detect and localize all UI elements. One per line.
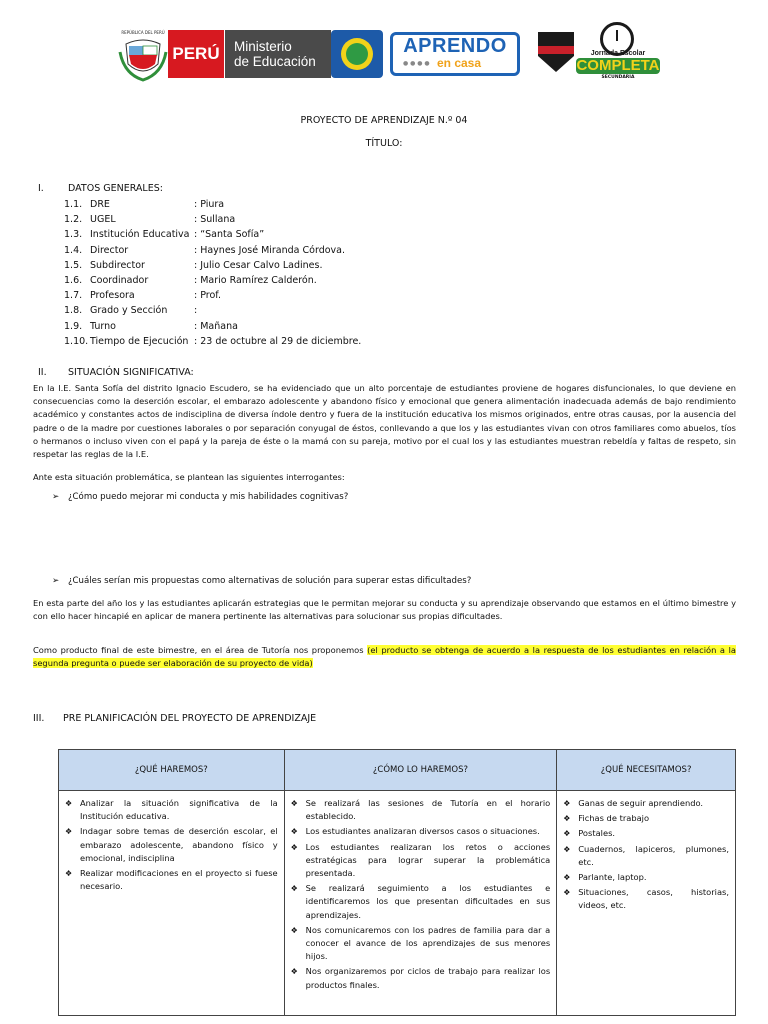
- diamond-bullet-icon: ❖: [563, 829, 571, 839]
- list-item: ❖ Fichas de trabajo: [561, 812, 729, 825]
- list-item: ❖ Parlante, laptop.: [561, 871, 729, 884]
- list-item: 1.1. DRE : Piura: [64, 199, 225, 210]
- section-number: II.: [38, 367, 47, 378]
- completa-top-text: Jornada Escolar: [590, 50, 646, 57]
- completa-sub-text: SECUNDARIA: [601, 75, 635, 80]
- crest-icon: [118, 34, 168, 84]
- section-number: I.: [38, 183, 44, 194]
- list-item: ❖ Postales.: [561, 827, 729, 840]
- product-paragraph: [33, 644, 736, 670]
- list-item: ❖ Analizar la situación significativa de la Institución educativa.: [65, 798, 278, 822]
- preplanificacion-table: [58, 749, 736, 1016]
- question-2: ➢ ¿Cuáles serían mis propuestas como alternativas de solución para superar estas dificultades?: [52, 576, 472, 586]
- diamond-bullet-icon: ❖: [563, 799, 571, 808]
- datos-generales-list: [64, 197, 361, 349]
- situacion-paragraph: En la I.E. Santa Sofía del distrito Ignacio Escudero, se ha evidenciado que un alto porcentaje de estudiantes proviene de hogares disfuncionales, lo que deviene en consecuencias como la deserción escolar, el embarazo adolescente y abandono físico y emocional que genera alimentación inadecuada además de bajo rendimiento académico y constantes actos de indisciplina de diversa índole dentro y fuera de la institución educativa los mismos originados, entre otras causas, por la ausencia del padre o de la madre por cuestiones laborales o por separación conyugal de éstos, conllevando a que los y las estudiantes vivan con otros familiares como abuelos, tíos o hermanos o incluso viven con el papá y la pareja de éste o la mamá con su pareja, motivo por el cual los y las estudiantes muestran rebeldía y faltas de respeto, sin respetar las reglas de la I.E.: [33, 383, 736, 460]
- school-shield-logo: [538, 32, 574, 72]
- strategy-paragraph: En esta parte del año los y las estudiantes aplicarán estrategias que le permitan mejorar su conducta y su aprendizaje observando que estamos en el último bimestre y con ello hacer hincapié en aplicar de manera pertinente las alternativas para solucionar sus propias dificultades.: [33, 598, 736, 622]
- section-number: III.: [33, 713, 45, 724]
- completa-big-text: COMPLETA: [576, 57, 660, 74]
- peru-logo: PERÚ: [168, 30, 224, 78]
- list-item: ❖ Los estudiantes analizaran diversos casos o situaciones.: [289, 825, 551, 838]
- list-item: ❖ Ganas de seguir aprendiendo.: [561, 797, 729, 810]
- list-item: 1.10. Tiempo de Ejecución : 23 de octubre al 29 de diciembre.: [64, 335, 362, 347]
- aprendo-text: APRENDO: [403, 35, 507, 57]
- diamond-bullet-icon: ❖: [290, 799, 298, 808]
- diamond-bullet-icon: ❖: [290, 925, 298, 935]
- diamond-bullet-icon: ❖: [65, 869, 73, 879]
- section-datos-generales-title: [38, 183, 163, 194]
- interrogantes-intro: Ante esta situación problemática, se plantean las siguientes interrogantes:: [33, 472, 345, 482]
- document-title: PROYECTO DE APRENDIZAJE N.º 04: [300, 115, 468, 126]
- list-item: 1.7. Profesora : Prof.: [64, 290, 221, 302]
- header-como-lo-haremos: ¿CÓMO LO HAREMOS?: [284, 750, 557, 791]
- diamond-bullet-icon: ❖: [290, 884, 298, 894]
- arrow-bullet-icon: ➢: [52, 492, 60, 502]
- diamond-bullet-icon: ❖: [65, 827, 73, 837]
- list-item: 1.9. Turno : Mañana: [64, 320, 238, 332]
- diamond-bullet-icon: ❖: [563, 844, 571, 854]
- list-item: 1.3. Institución Educativa : “Santa Sofía”: [64, 229, 265, 241]
- en-casa-text: en casa: [437, 56, 482, 70]
- section-heading: SITUACIÓN SIGNIFICATIVA:: [68, 367, 194, 378]
- cell-como-lo-haremos: [284, 791, 557, 1016]
- ministerio-line2: de Educación: [234, 54, 316, 69]
- list-item: 1.2. UGEL : Sullana: [64, 214, 236, 226]
- list-item: ❖ Indagar sobre temas de deserción escolar, el embarazo adolescente, abandono físico y emocional, indisciplina: [65, 826, 278, 863]
- peru-crest-logo: [118, 30, 168, 80]
- section-situacion-title: [38, 367, 194, 378]
- list-item: ❖ Nos organizaremos por ciclos de trabajo para realizar los productos finales.: [290, 966, 551, 990]
- diamond-bullet-icon: ❖: [65, 799, 73, 808]
- school-emblem-logo: [331, 30, 383, 78]
- list-item: ❖ Se realizará seguimiento a los estudiantes e identificaremos los que presentan dificultades en sus aprendizajes.: [290, 883, 551, 920]
- list-item: ❖ Nos comunicaremos con los padres de familia para dar a conocer el avance de los aprendizajes de sus menores hijos.: [290, 924, 551, 962]
- header-que-haremos: ¿QUÉ HAREMOS?: [59, 750, 285, 791]
- diamond-bullet-icon: ❖: [563, 888, 571, 898]
- table-header-row: [59, 750, 736, 791]
- ministerio-logo: [225, 30, 331, 78]
- question-1: ➢ ¿Cómo puedo mejorar mi conducta y mis habilidades cognitivas?: [52, 492, 349, 502]
- list-item: ❖ Realizar modificaciones en el proyecto si fuese necesario.: [65, 868, 278, 892]
- diamond-bullet-icon: ❖: [290, 842, 298, 852]
- diamond-bullet-icon: ❖: [563, 873, 571, 883]
- header-logos: [118, 22, 663, 82]
- cell-que-haremos: [59, 791, 285, 1016]
- list-item: ❖ Situaciones, casos, historias, videos, etc.: [563, 887, 729, 911]
- ministerio-line1: Ministerio: [234, 39, 292, 54]
- section-heading: DATOS GENERALES:: [68, 183, 163, 194]
- cell-que-necesitamos: [557, 791, 736, 1016]
- list-item: 1.8. Grado y Sección :: [64, 305, 198, 317]
- list-item: ❖ Cuadernos, lapiceros, plumones, etc.: [563, 843, 729, 867]
- product-intro: Como producto final de este bimestre, en el área de Tutoría nos proponemos: [33, 645, 368, 655]
- diamond-bullet-icon: ❖: [290, 967, 298, 977]
- product-highlight: (el producto se obtenga de acuerdo a la respuesta de los estudiantes en relación a la segunda pregunta o puede ser elaboración de su proyecto de vida): [33, 645, 736, 669]
- list-item: ❖ Los estudiantes realizaran los retos o acciones estratégicas para lograr superar la problemática presentada.: [290, 841, 551, 879]
- list-item: 1.4. Director : Haynes José Miranda Córdova.: [64, 244, 346, 256]
- jornada-completa-logo: [578, 22, 658, 82]
- header-que-necesitamos: ¿QUÉ NECESITAMOS?: [557, 750, 736, 791]
- section-preplanificacion-title: [33, 713, 316, 724]
- diamond-bullet-icon: ❖: [290, 827, 298, 837]
- arrow-bullet-icon: ➢: [52, 576, 60, 586]
- crest-text: REPÚBLICA DEL PERÚ: [121, 30, 165, 35]
- table-row: [59, 791, 736, 1016]
- list-item: ❖ Se realizará las sesiones de Tutoría en el horario establecido.: [290, 798, 551, 822]
- aprendo-en-casa-logo: APRENDO ● ● ● ● en casa: [390, 32, 520, 76]
- list-item: 1.6. Coordinador : Mario Ramírez Calderón.: [64, 274, 317, 286]
- section-heading: PRE PLANIFICACIÓN DEL PROYECTO DE APRENDIZAJE: [63, 713, 317, 724]
- document-subtitle: TÍTULO:: [365, 138, 403, 149]
- list-item: 1.5. Subdirector : Julio Cesar Calvo Ladines.: [64, 259, 323, 271]
- diamond-bullet-icon: ❖: [563, 814, 571, 824]
